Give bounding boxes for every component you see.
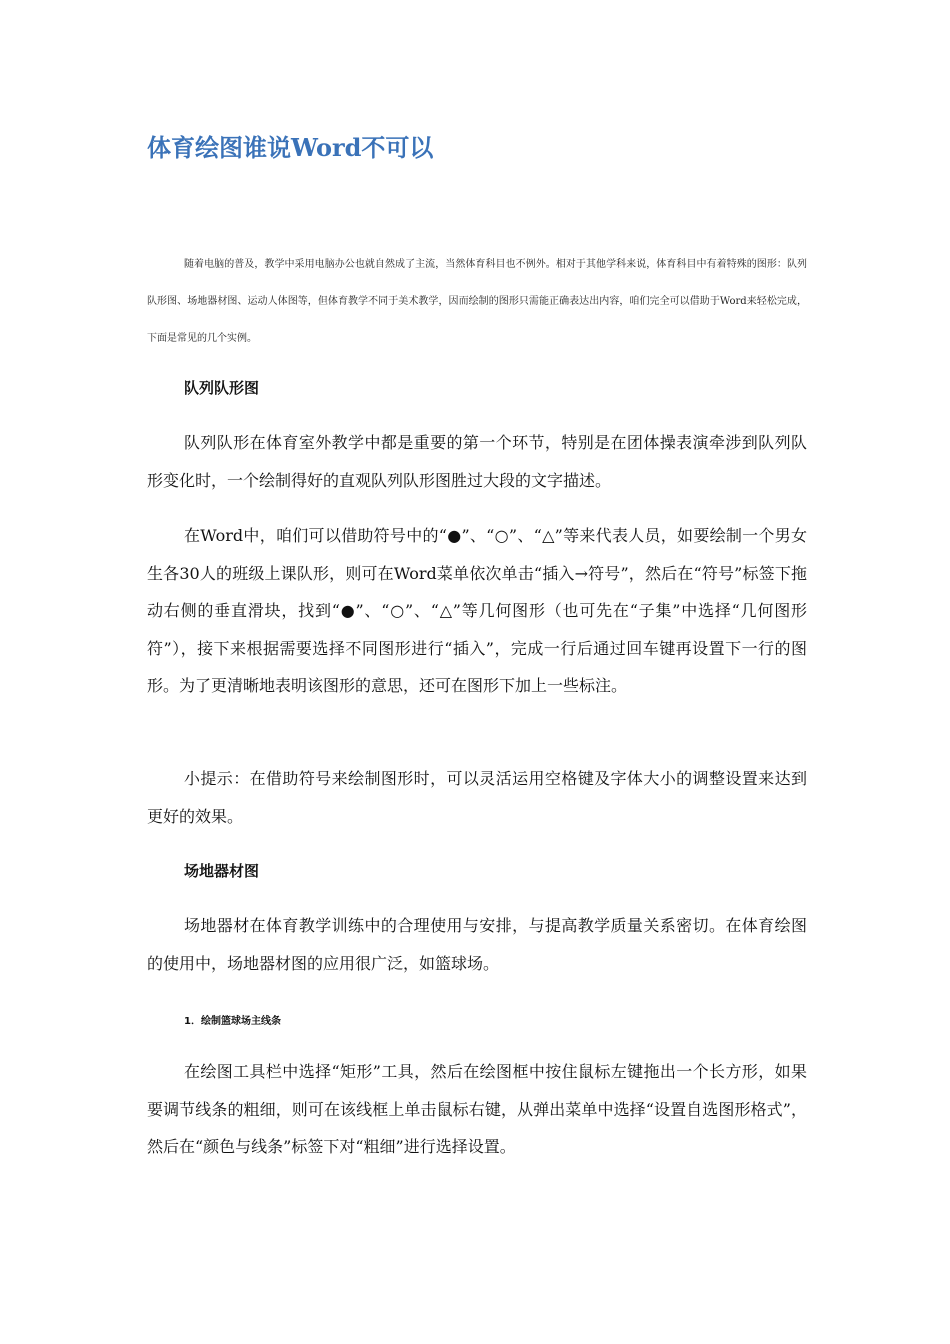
formation-paragraph-1: 队列队形在体育室外教学中都是重要的第一个环节，特别是在团体操表演牵涉到队列队形变化时，一个绘制得好的直观队列队形图胜过大段的文字描述。 xyxy=(147,433,807,490)
page-title: 体育绘图谁说Word不可以 xyxy=(147,133,434,162)
equipment-paragraph-1: 场地器材在体育教学训练中的合理使用与安排，与提高教学质量关系密切。在体育绘图的使用中，场地器材图的应用很广泛，如篮球场。 xyxy=(147,916,807,973)
formation-tip-paragraph: 小提示：在借助符号来绘制图形时，可以灵活运用空格键及字体大小的调整设置来达到更好的效果。 xyxy=(147,769,807,826)
section-heading-equipment: 场地器材图 xyxy=(184,862,260,880)
intro-paragraph: 随着电脑的普及，教学中采用电脑办公也就自然成了主流，当然体育科目也不例外。相对于其他学科来说，体育科目中有着特殊的图形：队列队形图、场地器材图、运动人体图等，但体育教学不同于美术教学，因而绘制的图形只需能正确表达出内容，咱们完全可以借助于Word来轻松完成，下面是常见的几个实例。 xyxy=(147,259,807,344)
formation-paragraph-2: 在Word中，咱们可以借助符号中的“●”、“○”、“△”等来代表人员，如要绘制一个男女生各30人的班级上课队形，则可在Word菜单依次单击“插入→符号”，然后在“符号”标签下拖动右侧的垂直滑块，找到“●”、“○”、“△”等几何图形（也可先在“子集”中选择“几何图形符”），接下来根据需要选择不同图形进行“插入”，完成一行后通过回车键再设置下一行的图形。为了更清晰地表明该图形的意思，还可在图形下加上一些标注。 xyxy=(147,526,807,695)
subheading-court-lines: 1．绘制篮球场主线条 xyxy=(184,1016,281,1027)
court-lines-paragraph: 在绘图工具栏中选择“矩形”工具，然后在绘图框中按住鼠标左键拖出一个长方形，如果要调节线条的粗细，则可在该线框上单击鼠标右键，从弹出菜单中选择“设置自选图形格式”，然后在“颜色与线条”标签下对“粗细”进行选择设置。 xyxy=(147,1062,807,1156)
section-heading-formation: 队列队形图 xyxy=(184,379,260,397)
